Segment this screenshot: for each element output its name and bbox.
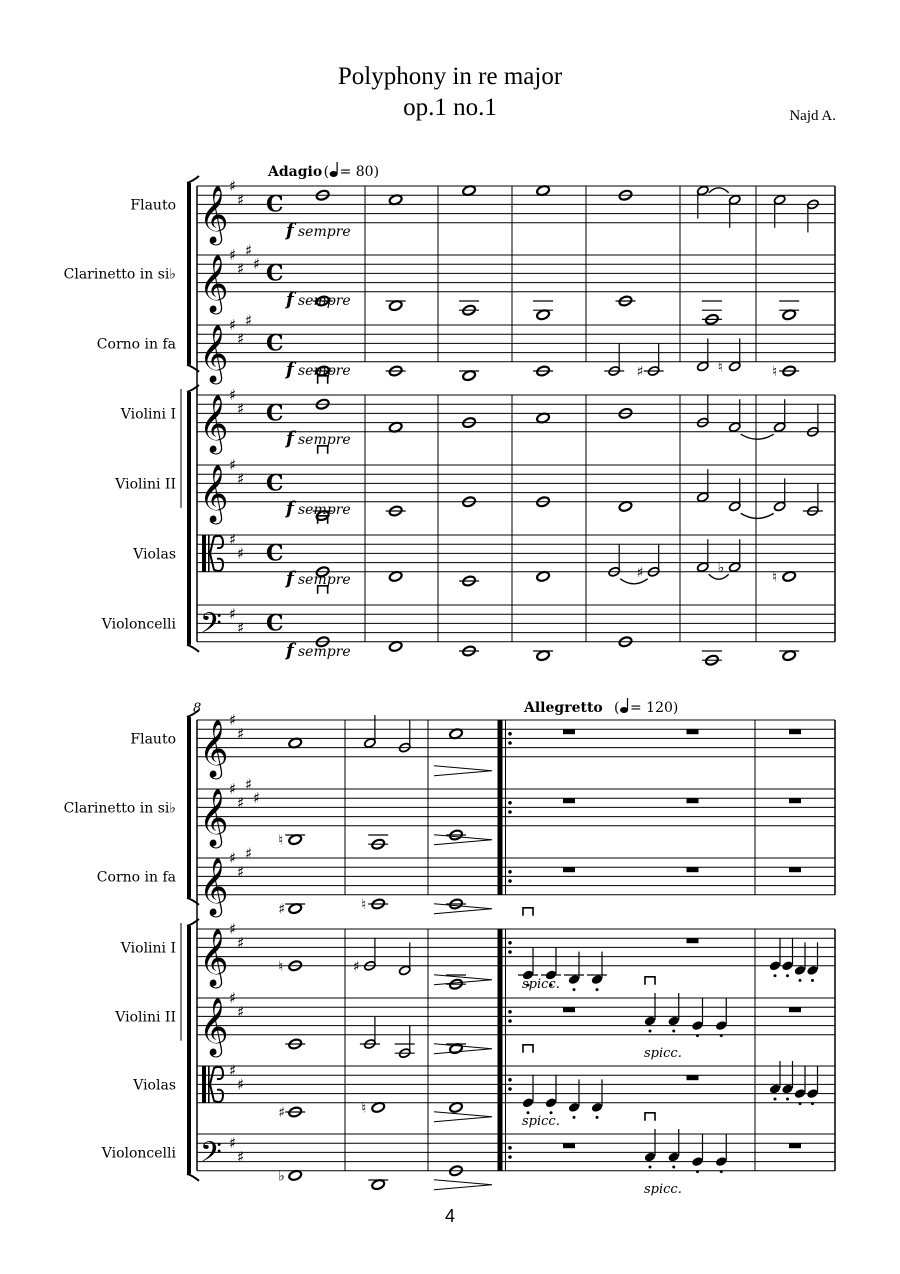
tempo-word: Allegretto (524, 700, 603, 716)
key-signature-sharp: ♯ (237, 469, 245, 488)
repeat-dot (508, 1078, 512, 1082)
instrument-label-violin1: Violini I (120, 406, 176, 423)
dynamic-sempre: sempre (298, 644, 351, 660)
spiccato-marking: spicc. (644, 1181, 682, 1197)
bass-clef-icon: 𝄢 (200, 1135, 222, 1176)
key-signature-sharp: ♯ (229, 530, 237, 549)
page-number: 4 (444, 1206, 455, 1226)
staccato-dot (811, 979, 814, 982)
staccato-dot (774, 974, 777, 977)
whole-rest (687, 938, 699, 943)
down-bow-icon (523, 1045, 533, 1053)
key-signature-sharp: ♯ (253, 789, 261, 808)
decrescendo-hairpin (434, 1180, 492, 1190)
instrument-label-flute: Flauto (130, 731, 176, 748)
repeat-dot (508, 1155, 512, 1159)
key-signature-sharp: ♯ (237, 399, 245, 418)
key-signature-sharp: ♯ (237, 259, 245, 278)
natural-accidental: ♮ (361, 1100, 367, 1117)
staccato-dot (596, 1116, 599, 1119)
repeat-dot (508, 801, 512, 805)
instrument-label-violin2: Violini II (115, 476, 176, 493)
dynamic-forte: f (286, 498, 294, 519)
key-signature-sharp: ♯ (237, 329, 245, 348)
staccato-dot (649, 1030, 652, 1033)
key-signature-sharp: ♯ (229, 1134, 237, 1153)
piece-title: Polyphony in re major (337, 63, 563, 90)
whole-rest (563, 1143, 575, 1148)
staccato-dot (573, 1116, 576, 1119)
dynamic-sempre: sempre (298, 224, 351, 240)
instrument-label-violin2: Violini II (115, 1009, 176, 1026)
key-signature-sharp: ♯ (229, 246, 237, 264)
repeat-dot (508, 870, 512, 874)
tempo-paren: ( (614, 700, 620, 716)
key-signature-sharp: ♯ (237, 190, 245, 209)
tempo-value: = 120) (630, 700, 679, 716)
key-signature-sharp: ♯ (237, 862, 245, 881)
natural-accidental: ♮ (772, 364, 778, 380)
instrument-label-cello: Violoncelli (101, 616, 176, 633)
flat-accidental: ♭ (278, 1168, 285, 1185)
key-signature-sharp: ♯ (229, 605, 237, 624)
repeat-thick-bar (498, 720, 503, 895)
staccato-dot (696, 1170, 699, 1173)
key-signature-sharp: ♯ (229, 177, 237, 195)
bass-clef-icon: 𝄢 (200, 606, 222, 647)
decrescendo-hairpin (434, 766, 492, 776)
key-signature-sharp: ♯ (245, 775, 253, 794)
treble-clef-icon: 𝄞 (199, 927, 229, 986)
instrument-label-horn: Corno in fa (96, 336, 176, 353)
staccato-dot (811, 1102, 814, 1105)
whole-rest (687, 1075, 699, 1080)
key-signature-sharp: ♯ (237, 1002, 245, 1021)
treble-clef-icon: 𝄞 (199, 463, 229, 522)
key-signature-sharp: ♯ (229, 849, 237, 867)
treble-clef-icon: 𝄞 (199, 323, 229, 382)
dynamic-forte: f (286, 289, 294, 310)
treble-clef-icon: 𝄞 (199, 856, 229, 915)
whole-rest (789, 867, 801, 872)
repeat-thick-bar (498, 929, 503, 1171)
tie (741, 434, 774, 439)
whole-rest (563, 798, 575, 803)
staccato-dot (774, 1098, 777, 1101)
treble-clef-icon: 𝄞 (199, 718, 229, 777)
staccato-dot (672, 1030, 675, 1033)
decrescendo-hairpin (434, 835, 492, 845)
repeat-dot (508, 950, 512, 954)
key-signature-sharp: ♯ (229, 989, 237, 1007)
sharp-accidental: ♯ (278, 901, 285, 918)
quarter-note-icon (330, 171, 338, 177)
dynamic-forte: f (286, 640, 294, 661)
repeat-dot (508, 741, 512, 745)
dynamic-forte: f (286, 220, 294, 241)
key-signature-sharp: ♯ (229, 780, 237, 798)
repeat-dot (508, 879, 512, 883)
whole-rest (789, 1007, 801, 1012)
whole-rest (789, 798, 801, 803)
dynamic-sempre: sempre (298, 502, 351, 518)
treble-clef-icon: 𝄞 (199, 253, 229, 312)
repeat-dot (508, 1146, 512, 1150)
measure-number: 8 (193, 701, 202, 716)
whole-rest (687, 798, 699, 803)
staccato-dot (786, 1098, 789, 1101)
dynamic-forte: f (286, 359, 294, 380)
system-bracket (187, 926, 191, 1174)
system-bracket (187, 717, 191, 898)
instrument-label-clarinet: Clarinetto in si♭ (63, 800, 176, 817)
piece-subtitle: op.1 no.1 (403, 94, 497, 121)
key-signature-sharp: ♯ (237, 619, 245, 637)
repeat-dot (508, 732, 512, 736)
natural-accidental: ♮ (361, 897, 367, 913)
key-signature-sharp: ♯ (237, 1148, 245, 1166)
whole-rest (687, 867, 699, 872)
flat-accidental: ♭ (717, 560, 725, 577)
key-signature-sharp: ♯ (245, 844, 253, 863)
instrument-label-viola: Violas (133, 1077, 176, 1094)
staccato-dot (720, 1170, 723, 1173)
staccato-dot (799, 979, 802, 982)
treble-clef-icon: 𝄞 (199, 184, 229, 243)
spiccato-marking: spicc. (522, 1113, 560, 1129)
bracket-bottom (187, 645, 199, 652)
staccato-dot (799, 1102, 802, 1105)
instrument-label-clarinet: Clarinetto in si♭ (63, 266, 176, 283)
instrument-label-flute: Flauto (130, 197, 176, 214)
repeat-dot (508, 810, 512, 814)
natural-accidental: ♮ (772, 569, 778, 586)
instrument-label-viola: Violas (133, 546, 176, 563)
tie (709, 188, 729, 193)
key-signature-sharp: ♯ (229, 920, 237, 938)
repeat-dot (508, 1010, 512, 1014)
dynamic-forte: f (286, 568, 294, 589)
staccato-dot (596, 988, 599, 991)
instrument-label-violin1: Violini I (120, 940, 176, 957)
staccato-dot (786, 974, 789, 977)
repeat-dot (508, 1087, 512, 1091)
repeat-dot (508, 941, 512, 945)
staccato-dot (696, 1034, 699, 1037)
dynamic-sempre: sempre (298, 363, 351, 379)
key-signature-sharp: ♯ (229, 1061, 237, 1080)
key-signature-sharp: ♯ (245, 241, 253, 260)
time-signature: C (266, 470, 284, 497)
tie (620, 579, 647, 584)
spiccato-marking: spicc. (644, 1045, 682, 1061)
natural-accidental: ♮ (717, 359, 723, 376)
decrescendo-hairpin (434, 1112, 492, 1122)
time-signature: C (266, 610, 284, 637)
staccato-dot (672, 1166, 675, 1169)
key-signature-sharp: ♯ (237, 1075, 245, 1094)
down-bow-icon (645, 977, 655, 985)
composer-name: Najd A. (789, 108, 836, 124)
whole-rest (687, 729, 699, 734)
dynamic-forte: f (286, 428, 294, 449)
key-signature-sharp: ♯ (237, 544, 245, 563)
key-signature-sharp: ♯ (229, 386, 237, 404)
whole-rest (789, 729, 801, 734)
key-signature-sharp: ♯ (237, 724, 245, 743)
down-bow-icon (645, 1113, 655, 1121)
tempo-paren: ( (323, 164, 330, 180)
natural-accidental: ♮ (278, 832, 284, 849)
key-signature-sharp: ♯ (229, 711, 237, 729)
key-signature-sharp: ♯ (245, 311, 253, 330)
down-bow-icon (523, 908, 533, 916)
dynamic-sempre: sempre (298, 432, 351, 448)
key-signature-sharp: ♯ (237, 933, 245, 952)
key-signature-sharp: ♯ (253, 255, 261, 274)
key-signature-sharp: ♯ (229, 456, 237, 474)
whole-rest (563, 729, 575, 734)
staccato-dot (720, 1034, 723, 1037)
sharp-accidental: ♯ (636, 364, 644, 380)
key-signature-sharp: ♯ (237, 793, 245, 812)
natural-accidental: ♮ (278, 958, 284, 975)
instrument-label-cello: Violoncelli (101, 1145, 176, 1162)
sharp-accidental: ♯ (278, 1105, 285, 1121)
tempo-word: Adagio (268, 164, 323, 180)
sharp-accidental: ♯ (636, 564, 644, 581)
whole-rest (563, 867, 575, 872)
decrescendo-hairpin (434, 904, 492, 914)
treble-clef-icon: 𝄞 (199, 787, 229, 846)
treble-clef-icon: 𝄞 (199, 393, 229, 452)
time-signature: C (266, 191, 284, 218)
tie (741, 513, 774, 518)
whole-rest (789, 1143, 801, 1148)
time-signature: C (266, 330, 284, 357)
system-bracket (187, 183, 191, 365)
instrument-label-horn: Corno in fa (96, 869, 176, 886)
key-signature-sharp: ♯ (229, 316, 237, 334)
bracket-top (187, 176, 199, 183)
treble-clef-icon: 𝄞 (199, 996, 229, 1055)
bracket-bottom (187, 1174, 199, 1181)
sharp-accidental: ♯ (352, 958, 360, 975)
time-signature: C (266, 400, 284, 427)
decrescendo-hairpin (434, 1044, 492, 1054)
whole-rest (563, 1007, 575, 1012)
quarter-note-icon (620, 707, 628, 713)
tempo-value: = 80) (339, 164, 380, 180)
time-signature: C (266, 540, 284, 567)
staccato-dot (573, 988, 576, 991)
time-signature: C (266, 260, 284, 287)
spiccato-marking: spicc. (522, 976, 560, 992)
dynamic-sempre: sempre (298, 293, 351, 309)
staccato-dot (649, 1166, 652, 1169)
dynamic-sempre: sempre (298, 572, 351, 588)
repeat-dot (508, 1019, 512, 1023)
system-bracket (187, 392, 191, 645)
